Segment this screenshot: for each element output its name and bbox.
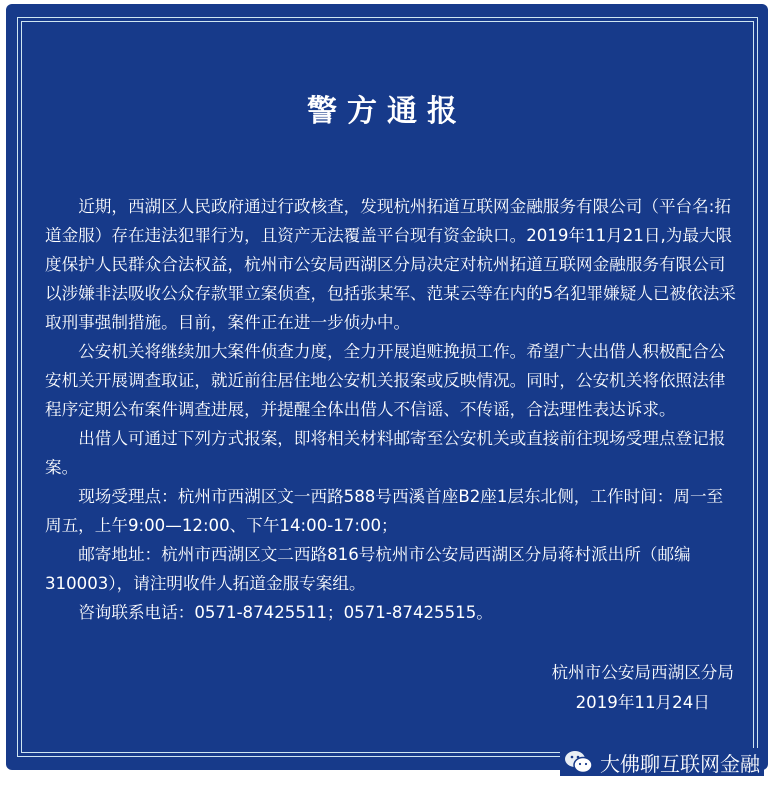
paragraph: 公安机关将继续加大案件侦查力度，全力开展追赃挽损工作。希望广大出借人积极配合公安机关开展调查取证，就近前往居住地公安机关报案或反映情况。同时，公安机关将依照法律程序定期公布案件调查进展，并提醒全体出借人不信谣、不传谣，合法理性表达诉求。 bbox=[45, 342, 726, 419]
signature-date: 2019年11月24日 bbox=[575, 693, 710, 712]
paragraph: 咨询联系电话：0571-87425511；0571-87425515。 bbox=[78, 603, 493, 622]
paragraph: 现场受理点：杭州市西湖区文一西路588号西溪首座B2座1层东北侧，工作时间：周一至周五，上午9:00—12:00、下午14:00-17:00； bbox=[45, 487, 724, 535]
notice-title: 警方通报 bbox=[307, 94, 467, 129]
paragraph: 出借人可通过下列方式报案，即将相关材料邮寄至公安机关或直接前往现场受理点登记报案。 bbox=[45, 429, 726, 477]
paragraph: 邮寄地址：杭州市西湖区文二西路816号杭州市公安局西湖区分局蒋村派出所（邮编310003），请注明收件人拓道金服专案组。 bbox=[45, 545, 691, 593]
signature-org: 杭州市公安局西湖区分局 bbox=[551, 663, 734, 682]
notice-body bbox=[45, 192, 739, 627]
watermark bbox=[560, 748, 764, 776]
signature bbox=[551, 658, 734, 718]
watermark-text: 大佛聊互联网金融 bbox=[600, 751, 760, 776]
wechat-icon bbox=[564, 749, 594, 775]
paragraph: 近期，西湖区人民政府通过行政核查，发现杭州拓道互联网金融服务有限公司（平台名:拓道金服）存在违法犯罪行为，且资产无法覆盖平台现有资金缺口。2019年11月21日,为最大限度保护人民群众合法权益，杭州市公安局西湖区分局决定对杭州拓道互联网金融服务有限公司以涉嫌非法吸收公众存款罪立案侦查，包括张某军、范某云等在内的5名犯罪嫌疑人已被依法采取刑事强制措施。目前，案件正在进一步侦办中。 bbox=[45, 197, 736, 332]
